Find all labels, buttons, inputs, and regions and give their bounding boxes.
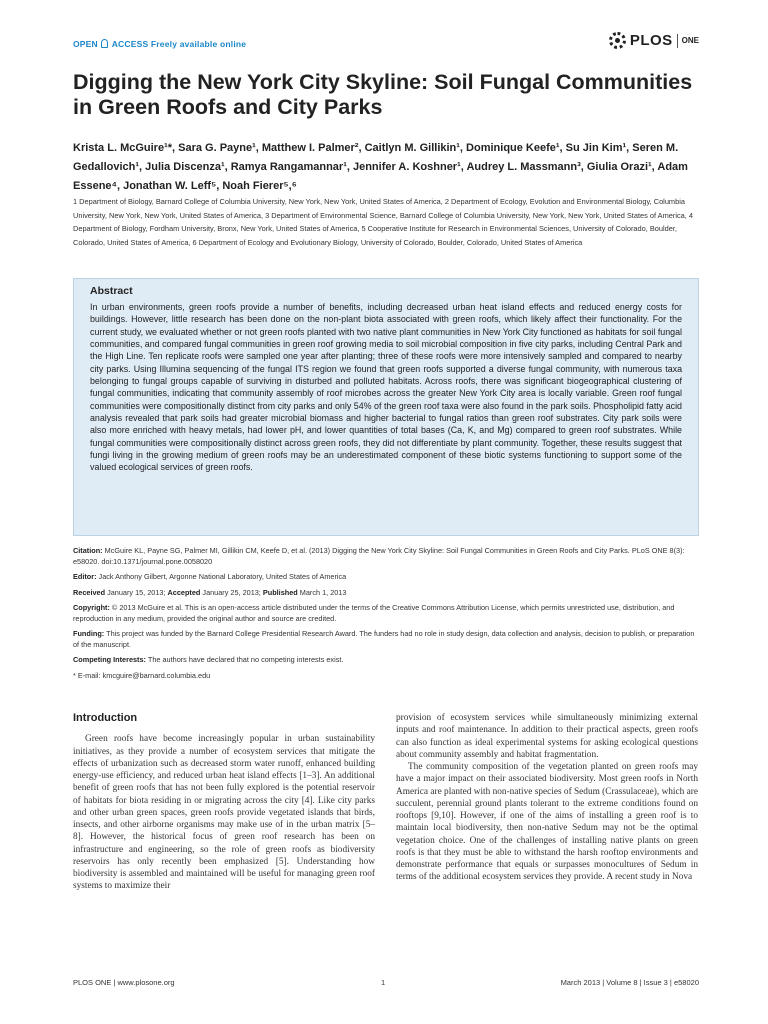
copyright-row <box>73 603 699 624</box>
editor-label: Editor: <box>73 572 97 581</box>
accepted-label: Accepted <box>167 587 201 597</box>
editor-row <box>73 572 699 583</box>
editor-text: Jack Anthony Gilbert, Argonne National Laboratory, United States of America <box>98 572 347 581</box>
citation-row <box>73 546 699 567</box>
access-word: ACCESS <box>111 39 149 49</box>
logo-divider <box>677 34 678 48</box>
competing-label: Competing Interests: <box>73 655 146 664</box>
affiliations: 1 Department of Biology, Barnard College of Columbia University, New York, New York, United States of America, 2 Department of Ecology, Evolution and Environmental Biology, Columbia University, New York, New York, United States of America, 3 Department of Environmental Science, Barnard College of Columbia University, New York, New York, United States of America, 4 Department of Biology, Fordham University, Bronx, New York, United States of America, 5 Cooperative Institute for Research in Environmental Sciences, University of Colorado, Boulder, Colorado, United States of America, 6 Department of Ecology and Evolutionary Biology, University of Colorado, Boulder, Colorado, United States of America <box>73 197 694 247</box>
introduction-heading: Introduction <box>73 712 138 724</box>
funding-label: Funding: <box>73 629 105 638</box>
article-title: Digging the New York City Skyline: Soil Fungal Communities in Green Roofs and City Parks <box>73 70 693 119</box>
open-access-banner <box>73 39 246 49</box>
open-access-lock-icon <box>101 39 108 48</box>
intro-paragraph-1: Green roofs have become increasingly popular in urban sustainability initiatives, as they provide a number of ecosystem services that mitigate the effects of urbanization such as decreased storm water runoff, enhanced building energy-use efficiency, and reduced urban heat island effects [1–3]. An additional benefit of green roofs that has not been fully explored is the potential reservoir of habitats for biota residing in or migrating across the city [4]. Like city parks and other urban green spaces, green roofs provide vegetated islands that birds, insects, and other airborne organisms may make use of in the urban matrix [5–8]. However, the historical focus of green roof research has been on infrastructure and engineering, so the role of green roofs as biodiversity reservoirs has only recently been emphasized [5]. Understanding how biodiversity is assembled and maintained will be useful for managing green roof systems to maximize their <box>73 734 375 892</box>
plos-sub-brand: ONE <box>681 36 699 45</box>
copyright-text: © 2013 McGuire et al. This is an open-access article distributed under the terms of the Creative Commons Attribution License, which permits unrestricted use, distribution, and reproduction in any medium, provided the original author and source are credited. <box>73 603 675 623</box>
page-number: 1 <box>381 978 386 987</box>
author-list: Krista L. McGuire¹*, Sara G. Payne¹, Matthew I. Palmer², Caitlyn M. Gillikin¹, Dominique Keefe¹, Su Jin Kim¹, Seren M. Gedallovich¹, Julia Discenza¹, Ramya Rangamannar¹, Jennifer A. Koshner¹, Audrey L. Massmann³, Giulia Orazi¹, Adam Essene⁴, Jonathan W. Leff⁵, Noah Fierer⁵,⁶ <box>73 142 688 192</box>
accepted-date: January 25, 2013; <box>202 587 261 597</box>
article-metadata <box>73 546 699 686</box>
freely-available-text: Freely available online <box>150 39 247 49</box>
footer-journal-url: PLOS ONE | www.plosone.org <box>73 978 175 987</box>
dates-row <box>73 588 699 599</box>
citation-label: Citation: <box>73 546 103 555</box>
abstract-text: In urban environments, green roofs provide a number of benefits, including decreased urban heat island effects and reduced energy costs for buildings. However, little research has been done on the non-plant biota associated with green roofs, which likely affect their functionality. For the current study, we evaluated whether or not green roofs planted with two native plant communities in New York City functioned as habitats for soil fungal communities, and compared fungal communities in green roof growing media to soil microbial composition in five city parks, including Central Park and the High Line. Ten replicate roofs were sampled one year after planting; three of these roofs were more intensively sampled and compared to nearby city parks. Using Illumina sequencing of the fungal ITS region we found that green roofs supported a diverse fungal community, with numerous taxa belonging to fungal groups capable of surviving in disturbed and polluted habitats. Across roofs, there was significant biogeographical clustering of fungal communities, indicating that community assembly of roof microbes across the greater New York City area is locally variable. Green roof fungal communities were compositionally distinct from city parks and only 54% of the green roof taxa were also found in the park soils. Phospholipid fatty acid analysis revealed that park soils had greater microbial biomass and higher bacterial to fungal ratios than green roof substrates. City park soils were also more enriched with heavy metals, had lower pH, and lower quantities of total bases (Ca, K, and Mg) compared to green roof substrates. While fungal communities were compositionally distinct across green roofs, they did not differentiate by plant community. Together, these results suggest that fungi living in the growing medium of green roofs may be an underestimated component of these biotic systems functioning to support some of the valued ecological services of green roofs. <box>90 302 682 473</box>
competing-text: The authors have declared that no competing interests exist. <box>147 655 344 664</box>
funding-text: This project was funded by the Barnard College Presidential Research Award. The funders had no role in study design, data collection and analysis, decision to publish, or preparation of the manuscript. <box>73 629 695 649</box>
plos-one-logo <box>609 32 699 49</box>
body-column-right <box>396 712 698 884</box>
competing-interests-row <box>73 655 699 666</box>
received-date: January 15, 2013; <box>107 587 166 597</box>
plos-brand: PLOS <box>629 32 673 49</box>
received-label: Received <box>73 587 106 597</box>
plos-logo-icon <box>609 32 626 49</box>
funding-row <box>73 629 699 650</box>
citation-text: McGuire KL, Payne SG, Palmer MI, Gillikin CM, Keefe D, et al. (2013) Digging the New York City Skyline: Soil Fungal Communities in Green Roofs and City Parks. PLoS ONE 8(3): e58020. doi:10.1371/journal.pone.0058020 <box>73 546 685 566</box>
abstract-heading: Abstract <box>90 285 133 297</box>
email-row <box>73 671 699 682</box>
published-label: Published <box>262 587 298 597</box>
intro-paragraph-2: The community composition of the vegetation planted on green roofs may have a major impact on their associated biodiversity. Most green roofs in North America are planted with non-native species of Sedum (Crassulaceae), which are succulent, perennial ground plants tolerant to the extreme conditions found on rooftops [9,10]. However, if one of the aims of installing a green roof is to maintain local biodiversity, then non-native Sedum may not be the optimal vegetation choice. One of the challenges of installing native plants on green roofs is that they must be able to withstand the harsh rooftop environments and demonstrate performance that equals or surpasses monocultures of Sedum in terms of the additional ecosystem services they provide. A recent study in Nova <box>396 762 698 883</box>
footer-issue-info: March 2013 | Volume 8 | Issue 3 | e58020 <box>560 978 699 987</box>
open-word: OPEN <box>73 39 98 49</box>
published-date: March 1, 2013 <box>299 587 347 597</box>
journal-header-bar <box>73 32 699 56</box>
copyright-label: Copyright: <box>73 603 110 612</box>
page-footer <box>73 978 699 992</box>
intro-paragraph-1-continued: provision of ecosystem services while simultaneously minimizing external inputs and roof maintenance. In addition to their practical aspects, green roofs can also function as ideal experimental systems for asking ecological questions about community assembly and habitat fragmentation. <box>396 713 698 760</box>
corresponding-email-link[interactable]: * E-mail: kmcguire@barnard.columbia.edu <box>73 670 211 680</box>
abstract-box <box>73 278 699 536</box>
body-column-left <box>73 712 375 893</box>
